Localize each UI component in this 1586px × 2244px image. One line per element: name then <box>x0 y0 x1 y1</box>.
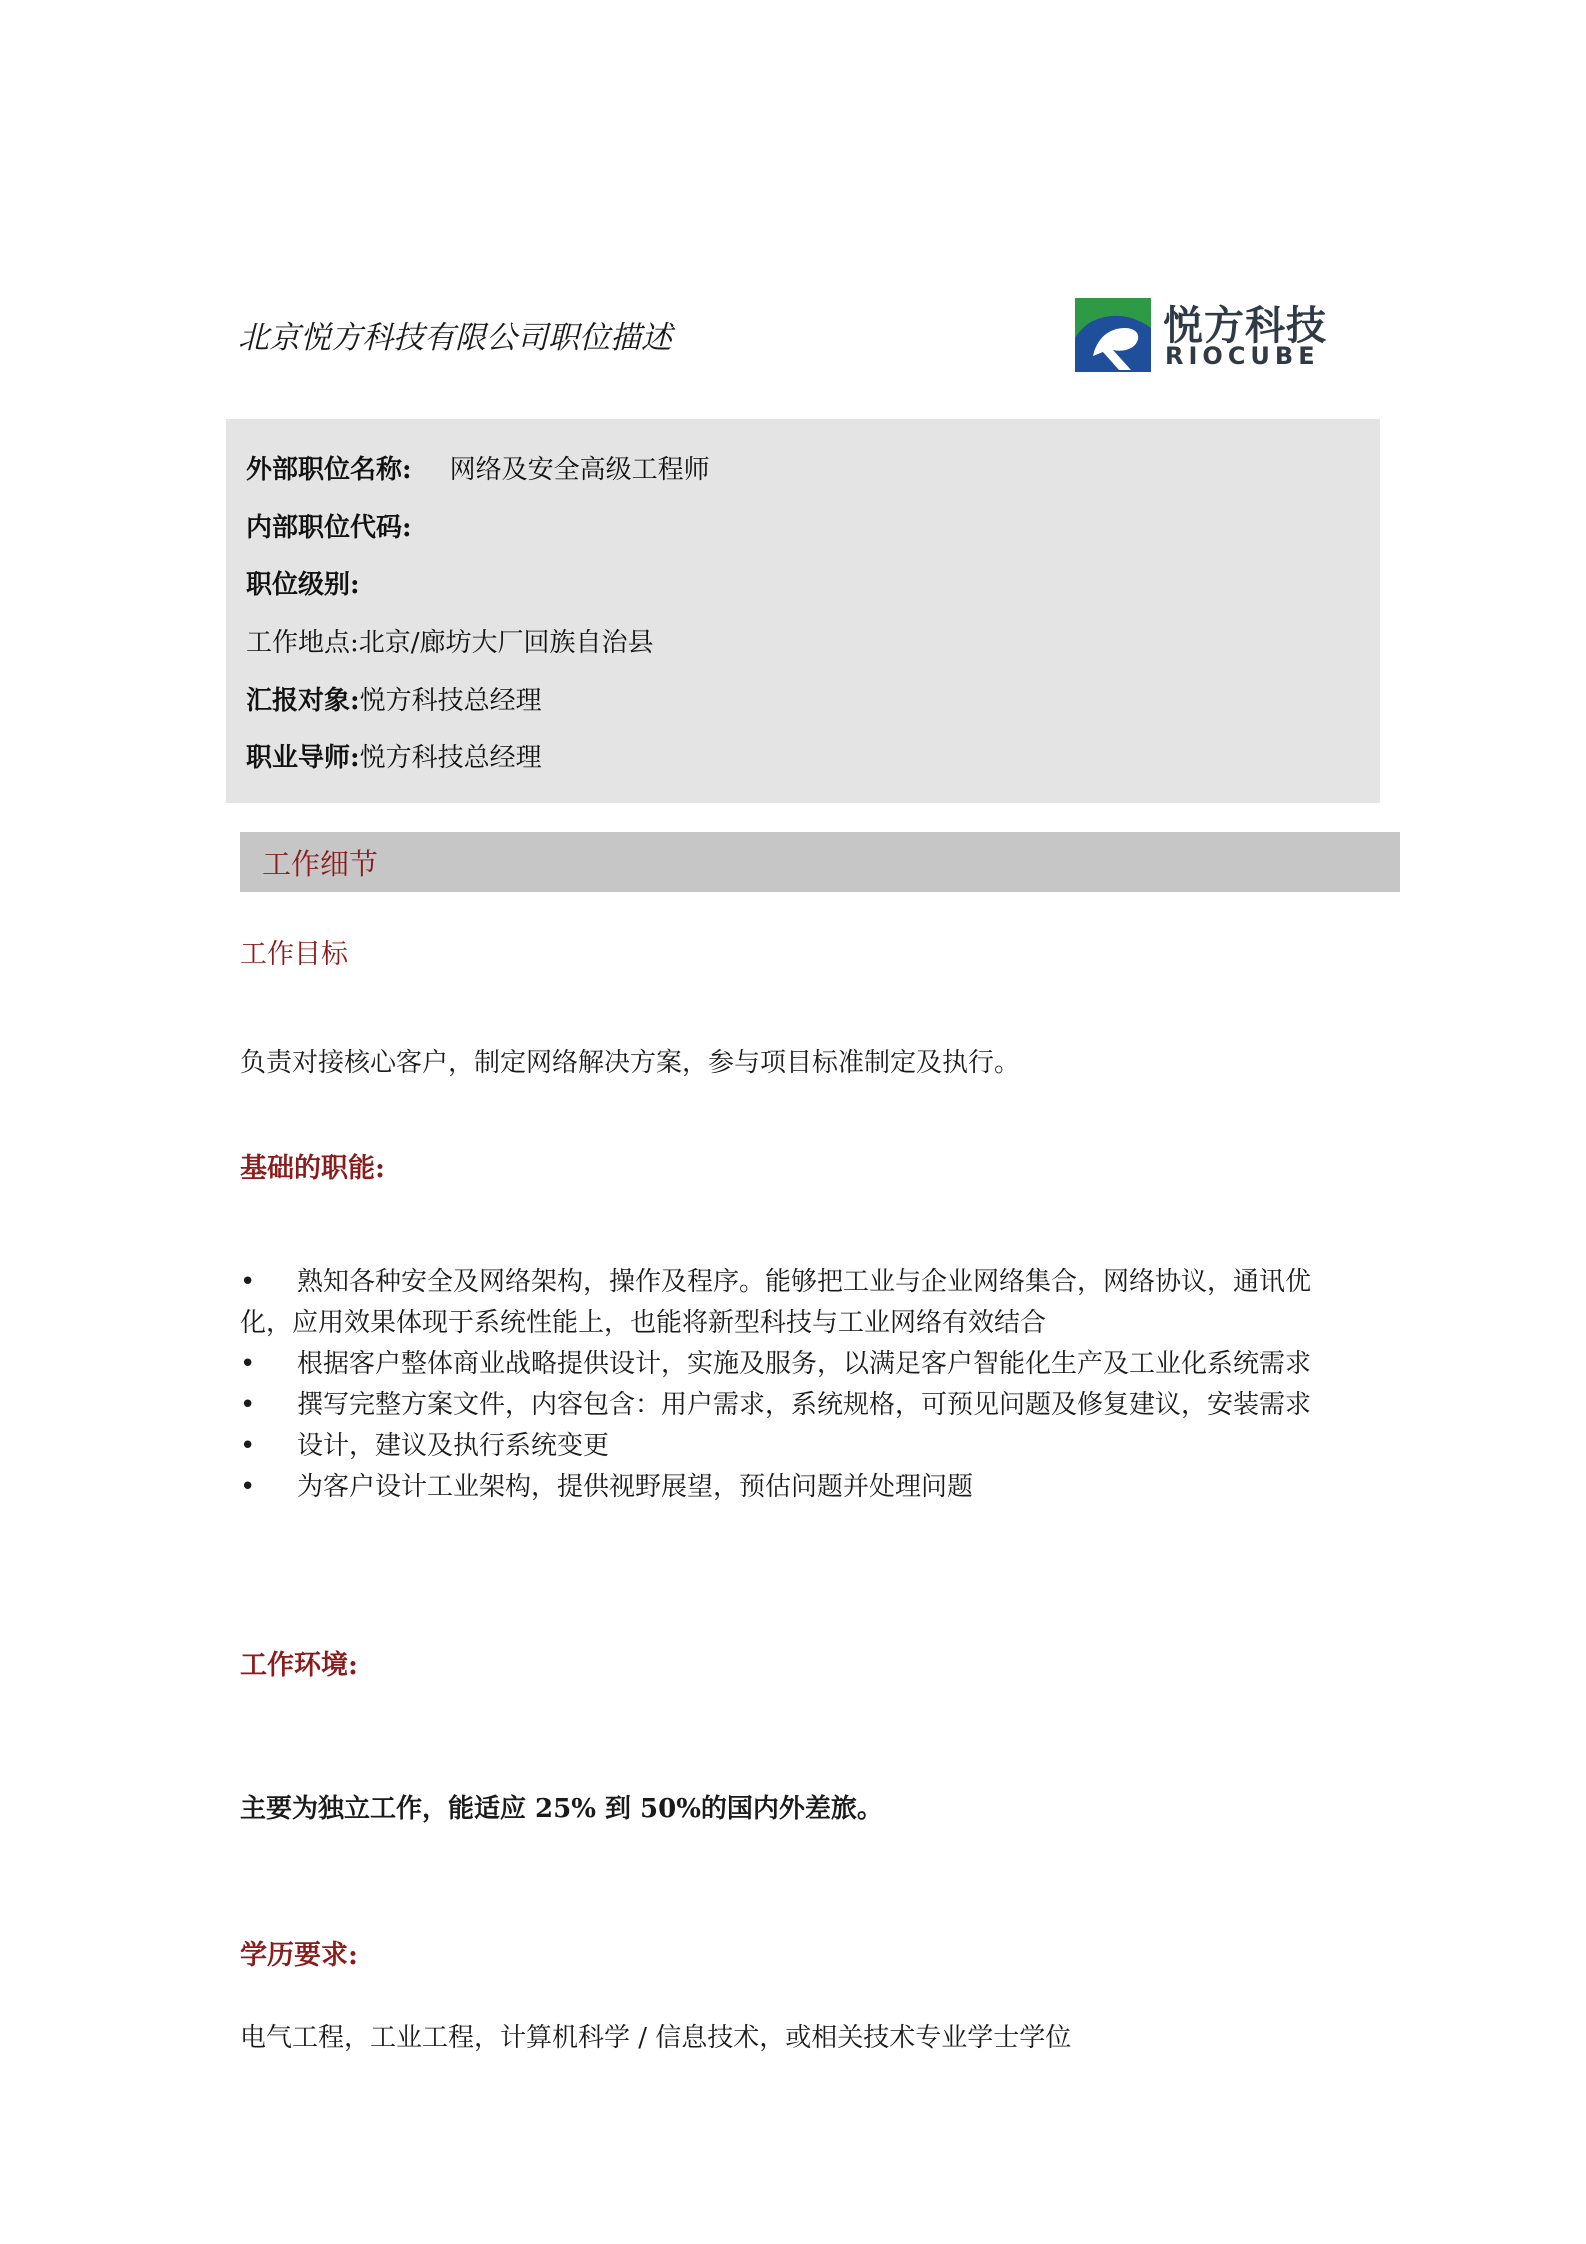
external-title-value: 网络及安全高级工程师 <box>449 455 710 485</box>
company-logo <box>1075 296 1355 376</box>
function-text: 设计，建议及执行系统变更 <box>297 1431 610 1461</box>
logo-name-en: RIOCUBE <box>1165 342 1320 370</box>
level-label: 职位级别: <box>246 570 360 600</box>
environment-text: 主要为独立工作，能适应 25% 到 50%的国内外差旅。 <box>240 1794 883 1824</box>
function-text: 为客户设计工业架构，提供视野展望，预估问题并处理问题 <box>297 1472 974 1502</box>
functions-heading: 基础的职能: <box>240 1153 385 1184</box>
function-text: 熟知各种安全及网络架构，操作及程序。能够把工业与企业网络集合，网络协议，通讯优化，应用效果体现于系统性能上，也能将新型科技与工业网络有效结合 <box>240 1267 1312 1338</box>
bullet-icon: • <box>240 1431 256 1461</box>
bullet-icon: • <box>240 1267 256 1297</box>
list-item <box>240 1344 1360 1385</box>
goal-text: 负责对接核心客户，制定网络解决方案，参与项目标准制定及执行。 <box>240 1048 1021 1078</box>
list-item <box>240 1385 1360 1426</box>
level-row <box>246 564 360 601</box>
environment-heading: 工作环境: <box>240 1650 358 1681</box>
bullet-icon: • <box>240 1472 256 1502</box>
logo-name-cn: 悦方科技 <box>1163 303 1327 349</box>
education-text: 电气工程，工业工程，计算机科学 / 信息技术，或相关技术专业学士学位 <box>240 2023 1072 2053</box>
section-bar-job-details <box>240 832 1400 892</box>
location-value: 北京/廊坊大厂回族自治县 <box>358 628 654 658</box>
list-item <box>240 1426 1360 1467</box>
section-title: 工作细节 <box>262 847 379 881</box>
bullet-icon: • <box>240 1390 256 1420</box>
list-item <box>240 1467 1360 1508</box>
position-info-box <box>226 419 1380 803</box>
bullet-icon: • <box>240 1349 256 1379</box>
report-to-row <box>246 680 542 717</box>
external-title-label: 外部职位名称: <box>246 455 412 485</box>
internal-code-row <box>246 507 412 544</box>
list-item <box>240 1262 1360 1344</box>
function-text: 根据客户整体商业战略提供设计，实施及服务，以满足客户智能化生产及工业化系统需求 <box>297 1349 1312 1379</box>
internal-code-label: 内部职位代码: <box>246 513 412 543</box>
mentor-row <box>246 737 542 774</box>
location-label: 工作地点: <box>246 628 359 658</box>
document-title: 北京悦方科技有限公司职位描述 <box>238 320 672 356</box>
functions-list <box>240 1262 1360 1508</box>
location-row <box>246 622 654 659</box>
report-to-label: 汇报对象: <box>246 686 360 716</box>
mentor-value: 悦方科技总经理 <box>359 743 542 773</box>
mentor-label: 职业导师: <box>246 743 360 773</box>
function-text: 撰写完整方案文件，内容包含：用户需求，系统规格，可预见问题及修复建议，安装需求 <box>297 1390 1312 1420</box>
report-to-value: 悦方科技总经理 <box>359 686 542 716</box>
riocube-logo-icon <box>1075 298 1151 372</box>
education-heading: 学历要求: <box>240 1940 358 1971</box>
goal-heading: 工作目标 <box>240 939 348 970</box>
external-title-row <box>246 449 710 486</box>
